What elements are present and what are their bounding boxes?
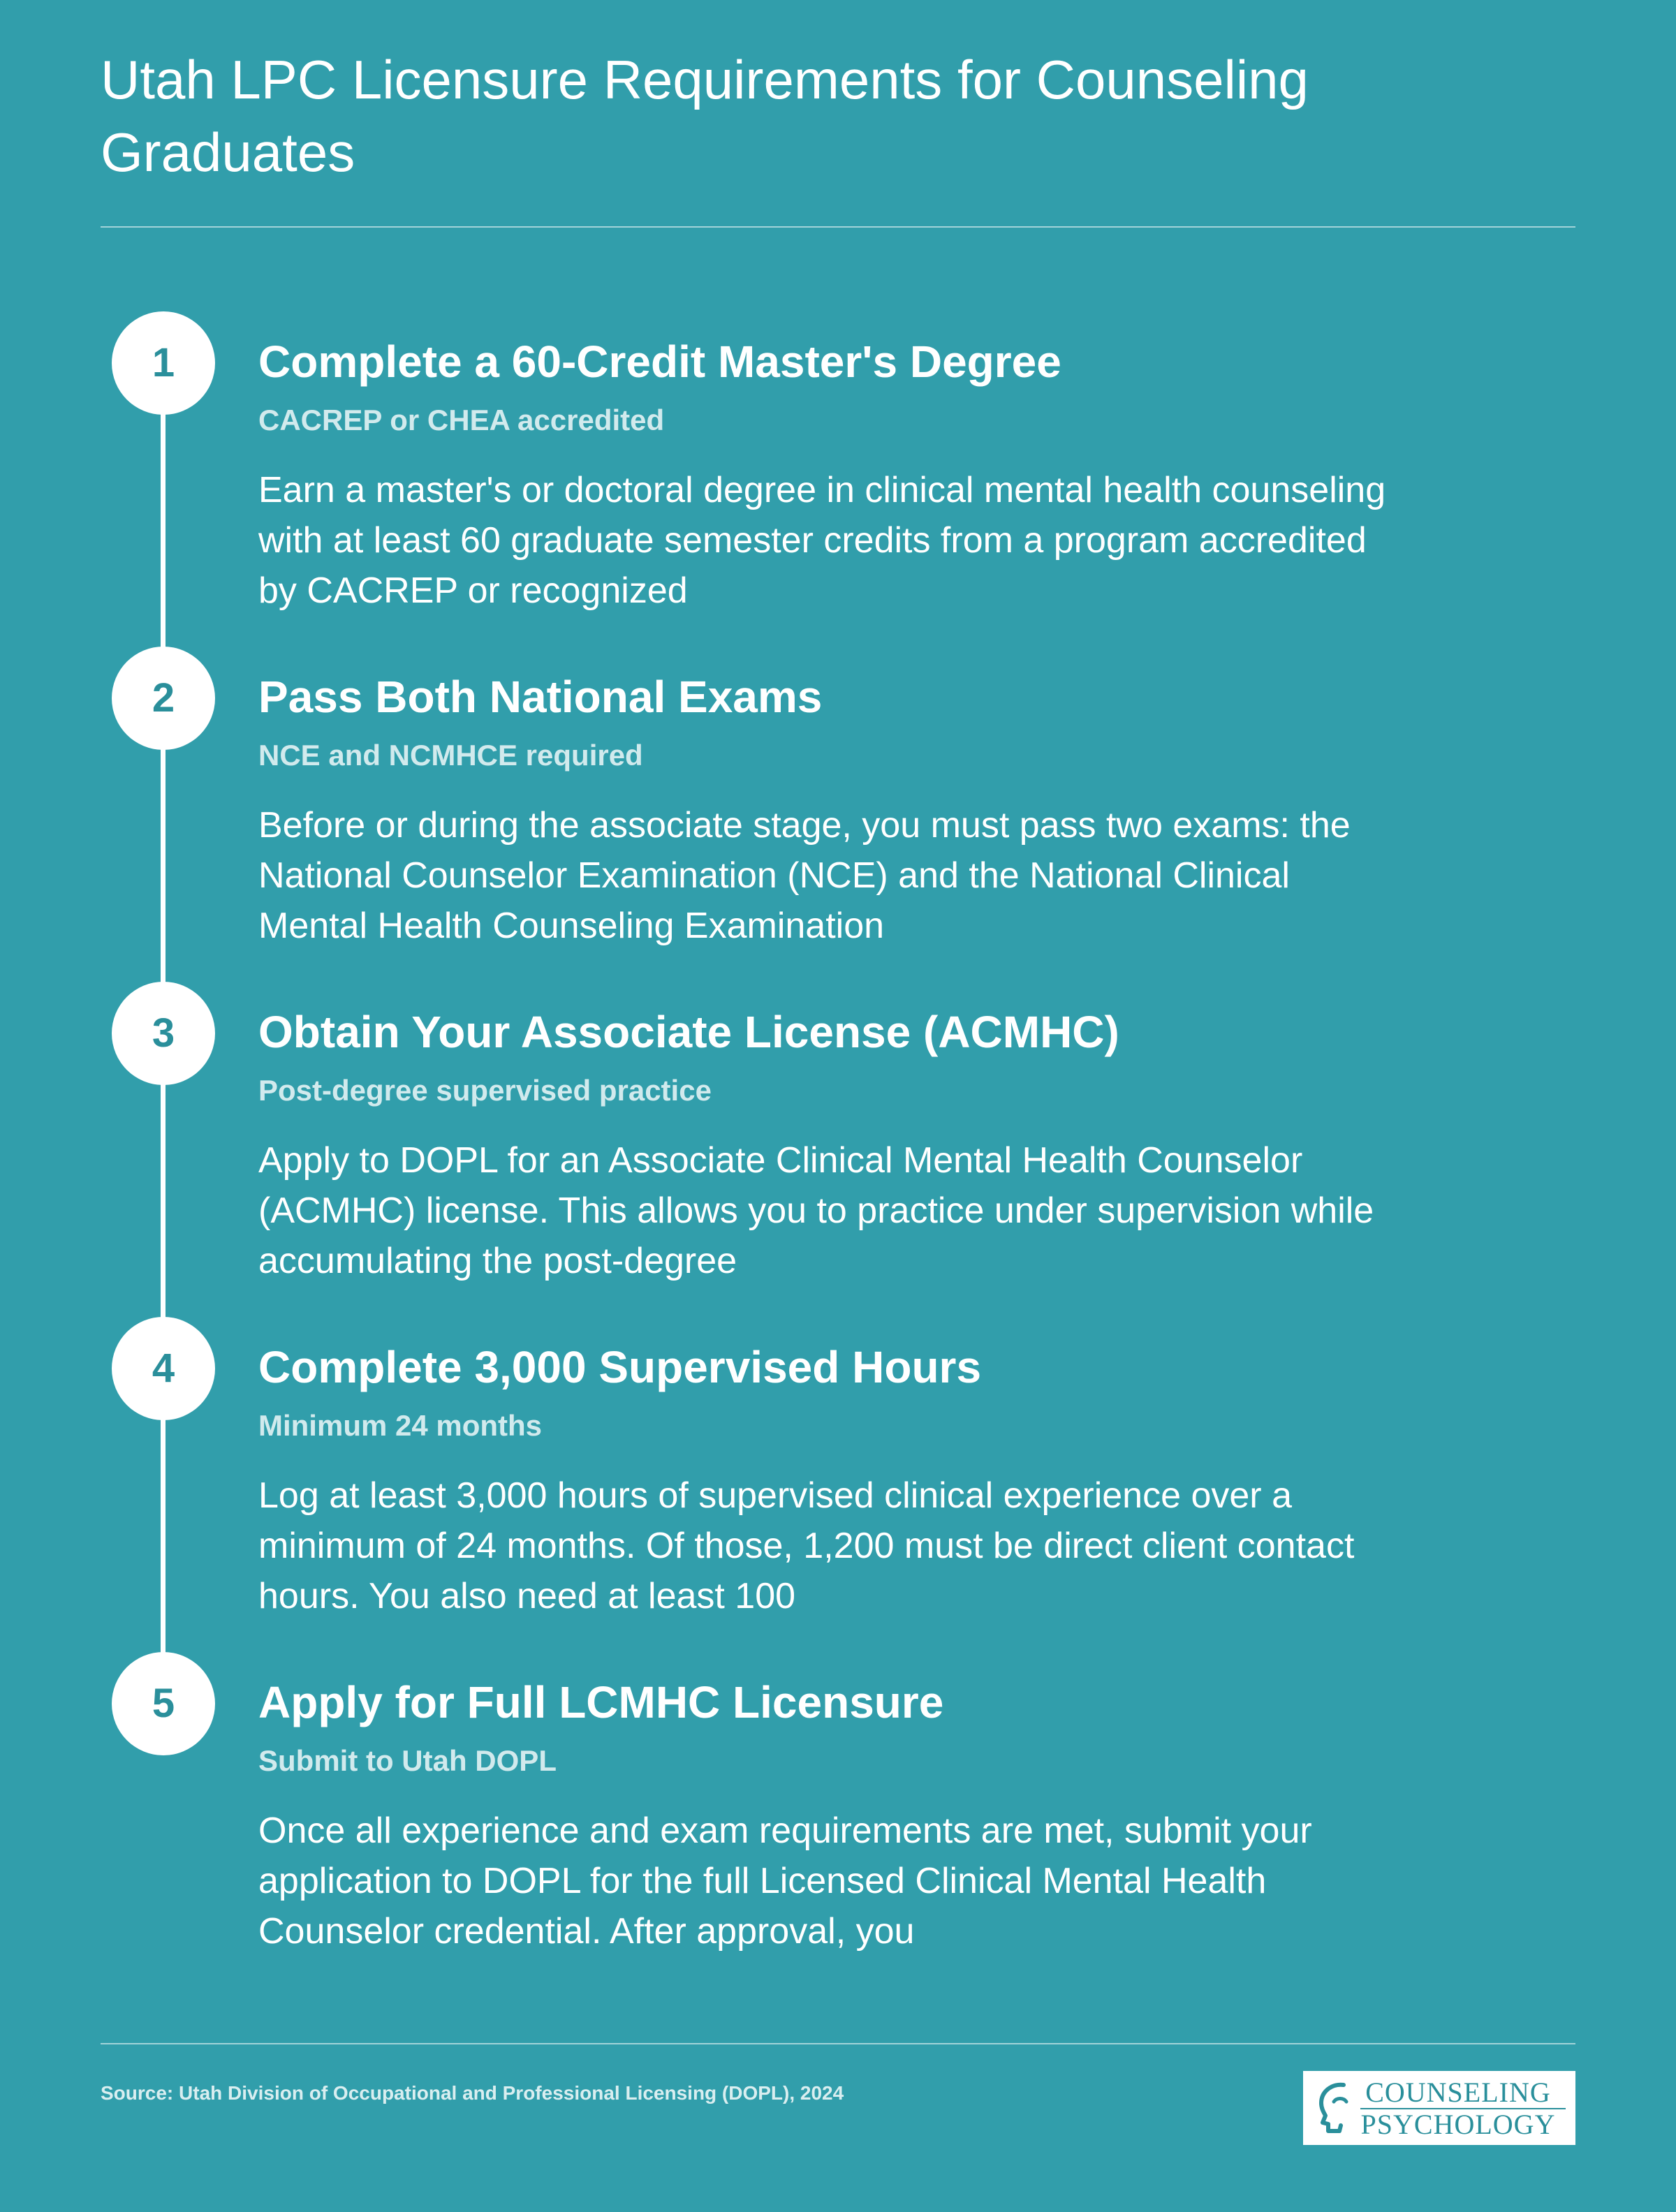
top-divider	[101, 226, 1575, 228]
step-title: Complete a 60-Credit Master's Degree	[258, 337, 1061, 387]
brand-logo	[1303, 2071, 1575, 2145]
source-citation: Source: Utah Division of Occupational and Professional Licensing (DOPL), 2024	[101, 2082, 844, 2104]
step-3	[0, 982, 1676, 1281]
page-title: Utah LPC Licensure Requirements for Counseling Graduates	[101, 49, 1309, 183]
step-number-badge: 1	[112, 311, 215, 415]
step-subtitle: Minimum 24 months	[258, 1409, 543, 1442]
step-title: Complete 3,000 Supervised Hours	[258, 1342, 982, 1392]
step-description: Earn a master's or doctoral degree in clinical mental health counseling with at least 60 graduate semester credits from a program accredited by CACREP or recognized	[258, 470, 1386, 611]
step-subtitle: NCE and NCMHCE required	[258, 739, 643, 772]
step-title: Apply for Full LCMHC Licensure	[258, 1677, 944, 1727]
step-description: Once all experience and exam requirements are met, submit your application to DOPL for the full Licensed Clinical Mental Health Counselor credential. After approval, you	[258, 1811, 1312, 1952]
step-5	[0, 1652, 1676, 1952]
step-title: Obtain Your Associate License (ACMHC)	[258, 1007, 1119, 1057]
logo-text-top: COUNSELING	[1365, 2077, 1551, 2108]
step-number-badge: 5	[112, 1652, 215, 1755]
step-description: Log at least 3,000 hours of supervised clinical experience over a minimum of 24 months. Of those, 1,200 must be direct client contact hours. You also need at least 100	[258, 1475, 1355, 1616]
step-description: Before or during the associate stage, you must pass two exams: the National Counselor Examination (NCE) and the National Clinical Mental Health Counseling Examination	[258, 805, 1351, 946]
step-subtitle: Post-degree supervised practice	[258, 1074, 712, 1107]
step-4	[0, 1317, 1676, 1616]
step-description: Apply to DOPL for an Associate Clinical Mental Health Counselor (ACMHC) license. This allows you to practice under supervision while accumulating the post-degree	[258, 1140, 1374, 1281]
step-subtitle: CACREP or CHEA accredited	[258, 404, 665, 436]
step-title: Pass Both National Exams	[258, 672, 823, 722]
bottom-divider	[101, 2043, 1575, 2044]
step-number-badge: 4	[112, 1317, 215, 1420]
step-2	[0, 647, 1676, 946]
step-subtitle: Submit to Utah DOPL	[258, 1744, 557, 1777]
step-1	[0, 311, 1676, 611]
step-number-badge: 2	[112, 647, 215, 750]
logo-text-bottom: PSYCHOLOGY	[1360, 2109, 1556, 2140]
step-number-badge: 3	[112, 982, 215, 1085]
